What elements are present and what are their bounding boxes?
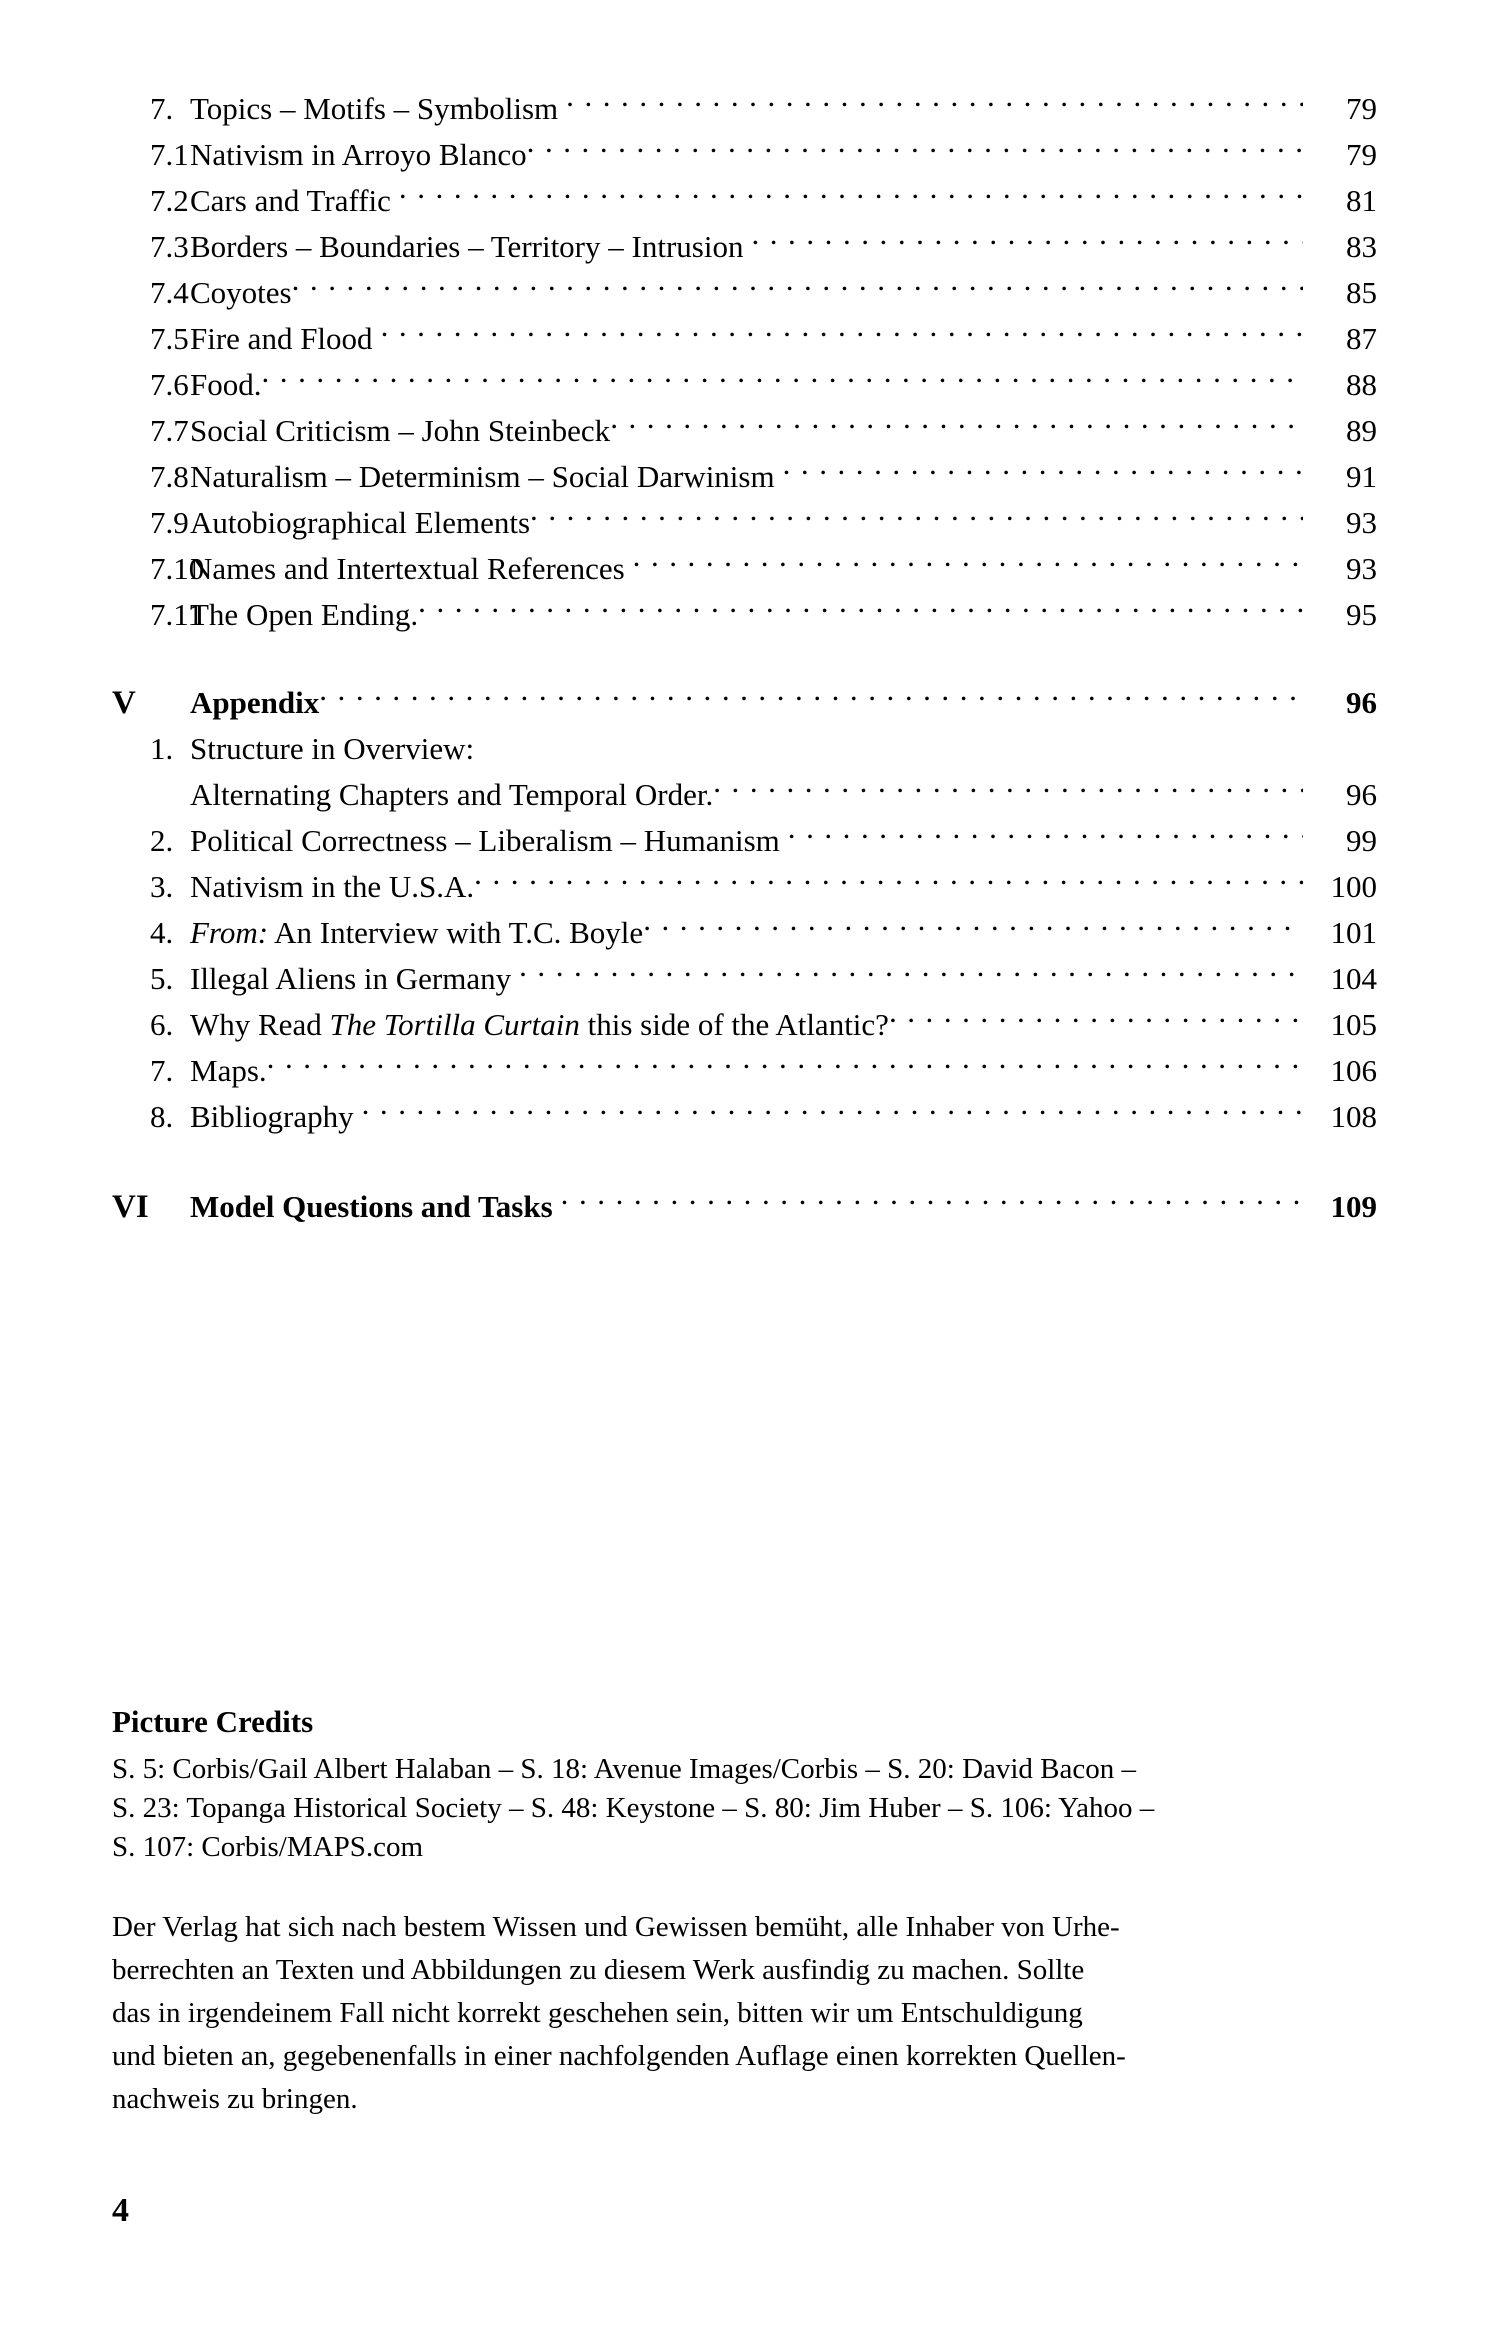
picture-credits-section (112, 1702, 1392, 1867)
toc-entry-7-9[interactable] (112, 500, 1377, 546)
toc-page-number: 79 (1346, 91, 1377, 126)
dot-leader (566, 88, 1303, 119)
toc-number: 7.8 (150, 459, 189, 494)
toc-entry-7-11[interactable] (112, 592, 1377, 638)
toc-label: The Open Ending. (190, 597, 419, 632)
toc-number: 7.7 (150, 413, 189, 448)
toc-entry-appendix-2[interactable] (112, 818, 1377, 864)
toc-page-number: 93 (1346, 505, 1377, 540)
toc-number: 5. (150, 961, 174, 996)
toc-page-number: 88 (1346, 367, 1377, 402)
toc-roman-numeral: VI (112, 1189, 149, 1225)
dot-leader (381, 318, 1303, 349)
dot-leader (262, 364, 1304, 395)
toc-page-number: 85 (1346, 275, 1377, 310)
toc-entry-7-2[interactable] (112, 178, 1377, 224)
toc-label-rest: this side of the Atlantic? (579, 1007, 889, 1042)
toc-number: 2. (150, 823, 174, 858)
toc-number: 7.2 (150, 183, 189, 218)
toc-entry-appendix-5[interactable] (112, 956, 1377, 1002)
picture-credits-line: S. 5: Corbis/Gail Albert Halaban – S. 18: Avenue Images/Corbis – S. 20: David Bacon – (112, 1753, 1137, 1785)
toc-number: 7.11 (150, 597, 204, 632)
toc-page-number: 108 (1330, 1099, 1377, 1134)
dot-leader (292, 272, 1303, 303)
toc-label: Bibliography (190, 1099, 354, 1134)
toc-label: Maps. (190, 1053, 267, 1088)
toc-label: Political Correctness – Liberalism – Humanism (190, 823, 780, 858)
toc-page-number: 106 (1330, 1053, 1377, 1088)
toc-label: Naturalism – Determinism – Social Darwinism (190, 459, 775, 494)
dot-leader (399, 180, 1303, 211)
toc-entry-appendix-1-line1[interactable] (112, 726, 1377, 772)
toc-number: 7.10 (150, 551, 205, 586)
toc-label: Social Criticism – John Steinbeck (190, 413, 611, 448)
toc-number: 7.6 (150, 367, 189, 402)
dot-leader (319, 682, 1303, 713)
toc-entry-appendix-4[interactable] (112, 910, 1377, 956)
disclaimer-line: das in irgendeinem Fall nicht korrekt geschehen sein, bitten wir um Entschuldigung (112, 1997, 1083, 2029)
toc-label: Alternating Chapters and Temporal Order. (190, 777, 714, 812)
toc-page-number: 96 (1346, 685, 1377, 720)
toc-page-number: 101 (1330, 915, 1377, 950)
picture-credits-line: S. 23: Topanga Historical Society – S. 48: Keystone – S. 80: Jim Huber – S. 106: Yahoo – (112, 1792, 1155, 1824)
toc-label: Model Questions and Tasks (190, 1189, 553, 1224)
toc-entry-appendix-6[interactable] (112, 1002, 1377, 1048)
toc-label: Coyotes (190, 275, 292, 310)
toc-roman-numeral: V (112, 685, 136, 721)
toc-label-pre: Why Read (190, 1007, 330, 1042)
toc-entry-7-6[interactable] (112, 362, 1377, 408)
disclaimer-line: berrechten an Texten und Abbildungen zu diesem Werk ausfindig zu machen. Sollte (112, 1954, 1085, 1986)
toc-label: Nativism in the U.S.A. (190, 869, 475, 904)
toc-entry-7-1[interactable] (112, 132, 1377, 178)
toc-page-number: 91 (1346, 459, 1377, 494)
toc-entry-appendix-8[interactable] (112, 1094, 1377, 1140)
dot-leader (610, 410, 1303, 441)
dot-leader (783, 456, 1303, 487)
toc-entry-appendix[interactable] (112, 680, 1377, 726)
toc-page-number: 79 (1346, 137, 1377, 172)
toc-number: 7.1 (150, 137, 189, 172)
toc-number: 6. (150, 1007, 174, 1042)
toc-number: 8. (150, 1099, 174, 1134)
toc-label: Nativism in Arroyo Blanco (190, 137, 527, 172)
toc-entry-7-8[interactable] (112, 454, 1377, 500)
toc-entry-appendix-1-line2[interactable] (112, 772, 1377, 818)
toc-entry-model-questions[interactable] (112, 1184, 1377, 1230)
toc-entry-appendix-3[interactable] (112, 864, 1377, 910)
toc-number: 3. (150, 869, 174, 904)
toc-label: Appendix (190, 685, 320, 720)
toc-label: Food. (190, 367, 262, 402)
toc-label (190, 910, 649, 956)
toc-entry-appendix-7[interactable] (112, 1048, 1377, 1094)
dot-leader (474, 866, 1303, 897)
toc-number: 7. (150, 1053, 174, 1088)
toc-number: 4. (150, 915, 174, 950)
copyright-disclaimer (112, 1906, 1395, 2121)
dot-leader (561, 1186, 1303, 1217)
disclaimer-line: Der Verlag hat sich nach bestem Wissen und Gewissen bemüht, alle Inhaber von Urhe- (112, 1911, 1120, 1943)
dot-leader (267, 1050, 1303, 1081)
dot-leader (751, 226, 1303, 257)
toc-page-number: 89 (1346, 413, 1377, 448)
toc-label: Names and Intertextual References (190, 551, 625, 586)
toc-page-number: 95 (1346, 597, 1377, 632)
toc-entry-7-10[interactable] (112, 546, 1377, 592)
dot-leader (643, 912, 1303, 943)
toc-label: Autobiographical Elements (190, 505, 531, 540)
toc-number: 7.3 (150, 229, 189, 264)
toc-label: Fire and Flood (190, 321, 373, 356)
toc-page-number: 96 (1346, 777, 1377, 812)
toc-entry-7-4[interactable] (112, 270, 1377, 316)
toc-number: 7.5 (150, 321, 189, 356)
toc-entry-section-7[interactable] (112, 86, 1377, 132)
page-folio-number: 4 (112, 2192, 129, 2229)
toc-page-number: 100 (1330, 869, 1377, 904)
toc-entry-7-5[interactable] (112, 316, 1377, 362)
toc-entry-7-3[interactable] (112, 224, 1377, 270)
dot-leader (889, 1004, 1303, 1035)
toc-page-number: 109 (1330, 1189, 1377, 1224)
toc-page-number: 104 (1330, 961, 1377, 996)
dot-leader (788, 820, 1303, 851)
dot-leader (527, 134, 1303, 165)
toc-page-number: 83 (1346, 229, 1377, 264)
dot-leader (633, 548, 1303, 579)
toc-label (190, 1002, 895, 1048)
toc-label: Illegal Aliens in Germany (190, 961, 512, 996)
picture-credits-heading: Picture Credits (112, 1704, 314, 1739)
toc-number: 1. (150, 731, 174, 766)
toc-page-number: 105 (1330, 1007, 1377, 1042)
toc-number: 7.9 (150, 505, 189, 540)
toc-page-number: 87 (1346, 321, 1377, 356)
toc-number: 7.4 (150, 275, 189, 310)
toc-page-number: 81 (1346, 183, 1377, 218)
picture-credits-line: S. 107: Corbis/MAPS.com (112, 1831, 423, 1863)
toc-page-number: 99 (1346, 823, 1377, 858)
toc-label: Cars and Traffic (190, 183, 391, 218)
dot-leader (530, 502, 1303, 533)
picture-credits-body (112, 1750, 1392, 1867)
disclaimer-line: und bieten an, gegebenenfalls in einer nachfolgenden Auflage einen korrekten Quellen- (112, 2040, 1126, 2072)
dot-leader (362, 1096, 1303, 1127)
toc-page-number: 93 (1346, 551, 1377, 586)
toc-label-italic: The Tortilla Curtain (329, 1007, 580, 1042)
dot-leader (519, 958, 1303, 989)
toc-label: Structure in Overview: (190, 731, 475, 766)
disclaimer-line: nachweis zu bringen. (112, 2083, 358, 2115)
table-of-contents (112, 86, 1377, 1230)
toc-label-italic: From: (190, 915, 269, 950)
toc-label-rest: An Interview with T.C. Boyle (268, 915, 644, 950)
toc-entry-7-7[interactable] (112, 408, 1377, 454)
toc-label: Topics – Motifs – Symbolism (190, 91, 559, 126)
toc-label: Borders – Boundaries – Territory – Intrusion (190, 229, 744, 264)
dot-leader (713, 774, 1303, 805)
dot-leader (418, 594, 1303, 625)
toc-number: 7. (150, 91, 174, 126)
